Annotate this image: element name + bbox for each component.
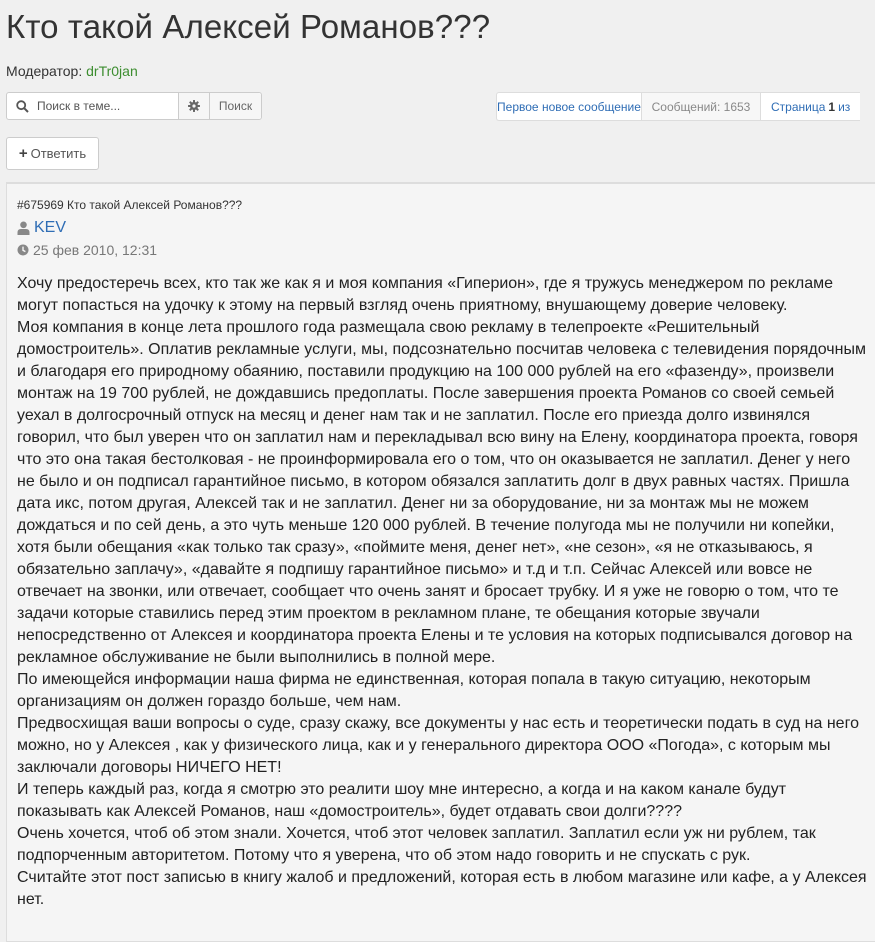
- post-paragraph: Предвосхищая ваши вопросы о суде, сразу скажу, все документы у нас есть и теоретически подать в суд на него можно, но у Алексея , как у физического лица, как и у генерального директора ООО «Погода», с которым мы заключали договоры НИЧЕГО НЕТ!: [17, 715, 859, 776]
- plus-icon: +: [18, 145, 28, 162]
- clock-icon: [17, 244, 29, 256]
- topic-search: [6, 92, 262, 120]
- post-date-text: 25 фев 2010, 12:31: [33, 242, 158, 258]
- reply-button[interactable]: [6, 137, 99, 170]
- page-suffix: из: [838, 99, 851, 114]
- search-field-wrap: [7, 93, 179, 119]
- moderator-link[interactable]: drTr0jan: [86, 63, 138, 79]
- search-options-button[interactable]: [179, 93, 210, 119]
- current-page: 1: [828, 99, 836, 114]
- page-prefix: Страница: [771, 99, 826, 114]
- search-button[interactable]: Поиск: [210, 93, 261, 119]
- pagination-bar: [496, 92, 860, 121]
- first-new-message-link[interactable]: Первое новое сообщение: [497, 93, 642, 120]
- post-paragraph: Очень хочется, чтоб об этом знали. Хочется, чтоб этот человек заплатил. Заплатил если уж ни рублем, так подпорченным авторитетом. Потому что я уверена, что об этом надо говорить и не спускать с рук.: [17, 825, 816, 864]
- reply-label: Ответить: [30, 146, 87, 161]
- post-paragraph: Считайте этот пост записью в книгу жалоб и предложений, которая есть в любом магазине или кафе, а у Алексея нет.: [17, 869, 867, 908]
- post-date: [17, 242, 157, 258]
- search-icon: [16, 100, 29, 113]
- post-header-link[interactable]: #675969 Кто такой Алексей Романов???: [17, 198, 243, 212]
- post-body: [17, 273, 867, 911]
- moderator-line: [6, 63, 138, 79]
- post-paragraph: Хочу предостеречь всех, кто так же как я и моя компания «Гиперион», где я тружусь менеджером по рекламе могут попасться на удочку к этому на первый взгляд очень приятному, внушающему доверие человеку.: [17, 275, 833, 314]
- page-title: Кто такой Алексей Романов???: [6, 8, 491, 45]
- author-name-link[interactable]: KEV: [34, 219, 67, 236]
- post-paragraph: Моя компания в конце лета прошлого года размещала свою рекламу в телепроекте «Решительный домостроитель». Оплатив рекламные услуги, мы, подсознательно посчитав человека с телевидения порядочным и благодаря его природному обаянию, поставили продукцию на 100 000 рублей на его «фазенду», произвели монтаж на 19 700 рублей, не дождавшись предоплаты. После завершения проекта Романов со своей семьей уехал в долгосрочный отпуск на месяц и денег нам так и не заплатил. После его приезда долго извинялся говорил, что был уверен что он заплатил нам и перекладывал всю вину на Елену, координатора проекта, говоря что это она такая бестолковая - не проинформировала его о том, что он оказывается не заплатил. Денег у него не было и он подписал гарантийное письмо, в котором обязался заплатить долг в двух равных частях. Пришла дата икс, потом другая, Алексей так и не заплатил. Денег ни за оборудование, ни за монтаж мы не можем дождаться и по сей день, а это чуть меньше 120 000 рублей. В течение полугода мы не получили ни копейки, хотя были обещания «как только так сразу», «поймите меня, денег нет», «не сезон», «я не отказываюсь, я обязательно заплачу», «давайте я подпишу гарантийное письмо» и т.д и т.п. Сейчас Алексей или вовсе не отвечает на звонки, или отвечает, сообщает что очень занят и бросает трубку. И я уже не говорю о том, что те задачи которые ставились перед этим проектом в рекламном плане, те обещания которые звучали непосредственно от Алексея и координатора проекта Елены и те условия на которых подписывался договор на рекламное обслуживание не были выполнились в полной мере.: [17, 319, 866, 666]
- moderator-label: Модератор:: [6, 63, 83, 79]
- post-paragraph: И теперь каждый раз, когда я смотрю это реалити шоу мне интересно, а когда и на каком канале будут показывать как Алексей Романов, наш «домостроитель», будет отдавать свои долги????: [17, 781, 787, 820]
- message-count: Сообщений: 1653: [642, 93, 761, 120]
- user-icon: [17, 221, 30, 235]
- post: [6, 182, 875, 942]
- page-indicator[interactable]: [761, 93, 860, 120]
- search-input[interactable]: [37, 99, 167, 113]
- post-author: [17, 219, 66, 237]
- post-paragraph: По имеющейся информации наша фирма не единственная, которая попала в такую ситуацию, некоторым организациям он должен гораздо больше, чем нам.: [17, 671, 811, 710]
- gear-icon: [188, 100, 200, 112]
